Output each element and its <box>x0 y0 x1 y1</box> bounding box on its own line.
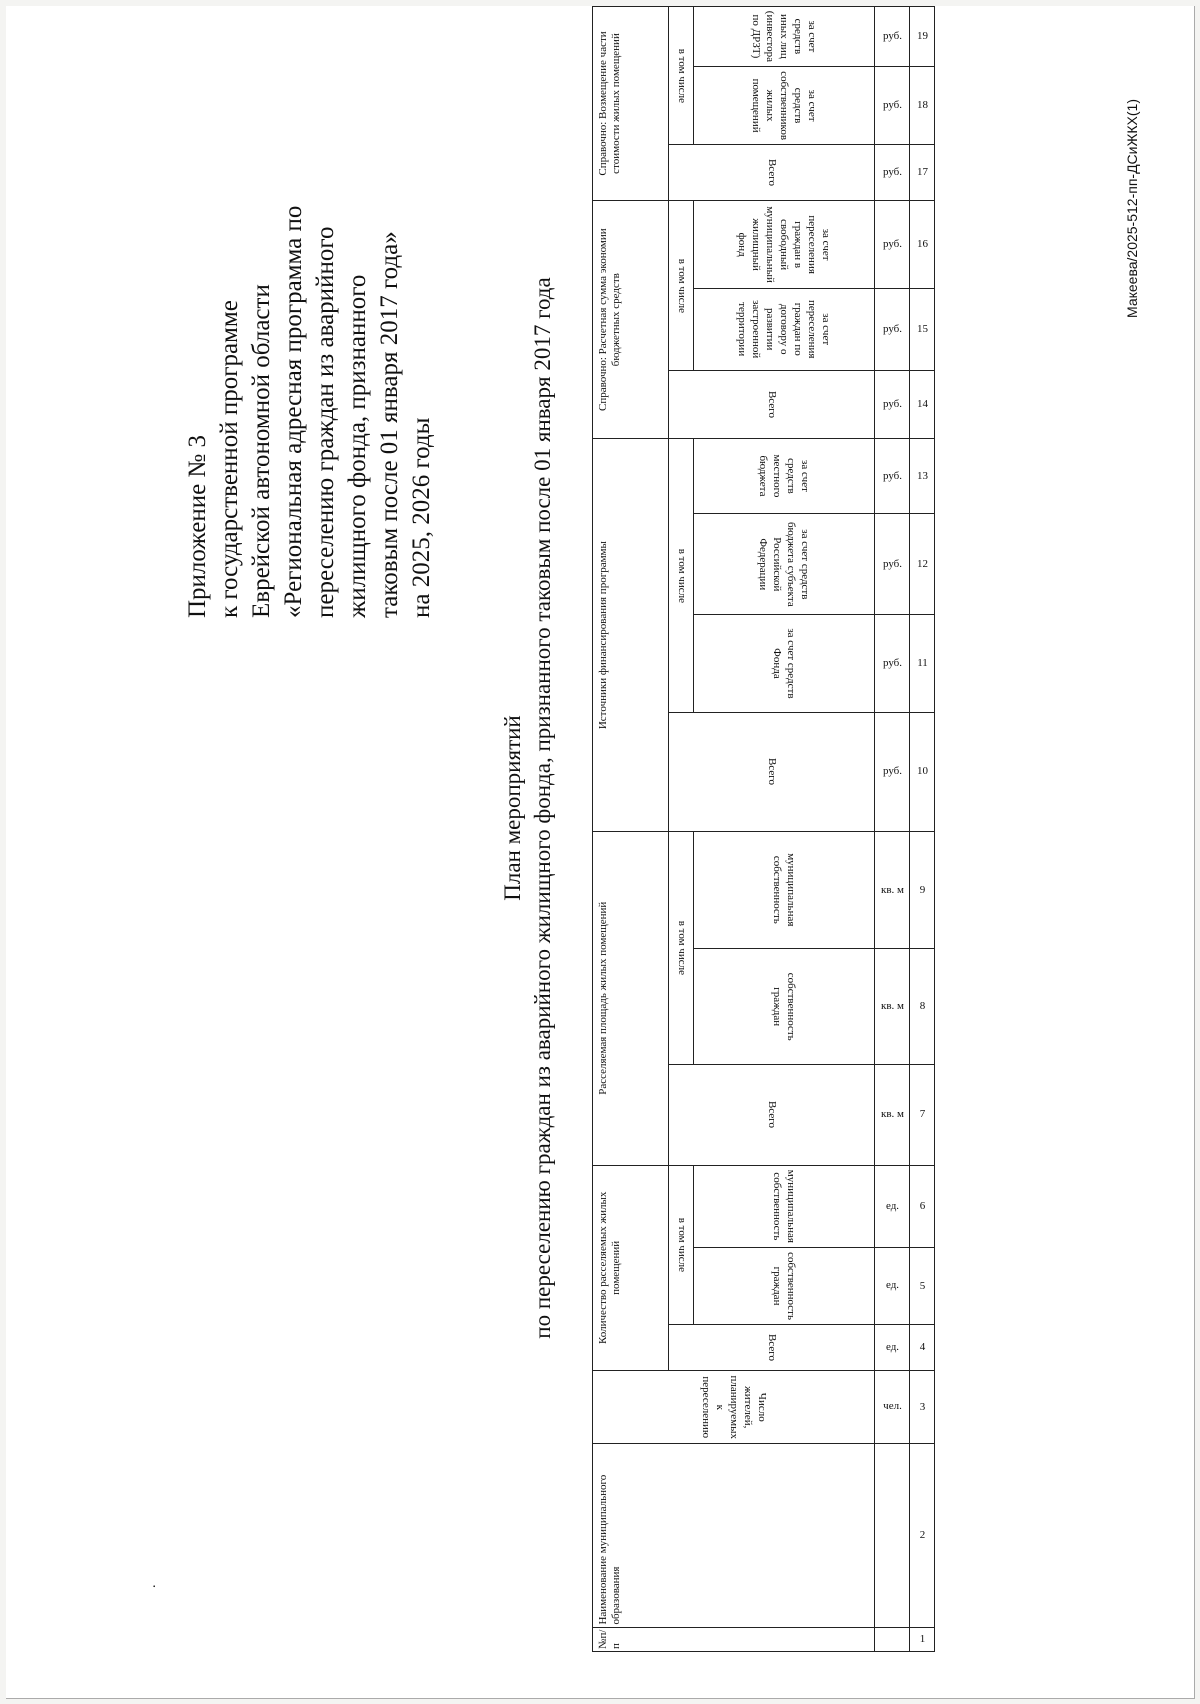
unit-cell <box>875 371 910 439</box>
header-source-regional <box>694 514 875 614</box>
column-number <box>910 949 935 1065</box>
unit-text: руб. <box>882 398 902 411</box>
appendix-line: переселению граждан из аварийного <box>312 226 339 618</box>
unit-text: кв. м <box>880 1000 904 1012</box>
header-qty-citizens <box>694 1247 875 1324</box>
number-text: 1 <box>919 1632 925 1645</box>
header-text: Всего <box>765 159 778 186</box>
unit-cell <box>875 145 910 201</box>
unit-cell <box>875 949 910 1065</box>
appendix-line: жилищного фонда, признанного <box>344 274 371 618</box>
header-qty-municipal <box>694 1165 875 1247</box>
appendix-line: к государственной программе <box>216 300 243 618</box>
unit-text: кв. м <box>880 883 904 896</box>
header-economy-including <box>669 200 694 370</box>
column-number <box>910 439 935 514</box>
column-number <box>910 1627 935 1651</box>
number-text: 9 <box>919 883 925 896</box>
header-row-groups <box>593 7 669 1652</box>
column-number <box>910 1324 935 1370</box>
header-text: за счет средств Фонда <box>771 628 797 699</box>
header-residents-text: Число жителей, планируемых к переселению <box>699 1375 768 1439</box>
unit-cell <box>875 1371 910 1443</box>
unit-cell <box>875 439 910 514</box>
header-reimb-investors <box>694 7 875 67</box>
header-qty-including <box>669 1165 694 1324</box>
unit-cell <box>875 1064 910 1165</box>
header-reimb-total <box>669 145 875 201</box>
header-text: Всего <box>765 758 778 786</box>
header-text: собственность граждан <box>771 972 797 1041</box>
page-title <box>498 58 558 1558</box>
header-text: Всего <box>765 1101 778 1129</box>
number-text: 7 <box>919 1108 925 1121</box>
number-text: 6 <box>919 1199 925 1212</box>
header-area-including <box>669 831 694 1064</box>
unit-text: руб. <box>882 765 902 778</box>
number-text: 2 <box>919 1528 925 1541</box>
header-text: в том числе <box>675 48 688 103</box>
numbers-row <box>910 7 935 1652</box>
unit-text: ед. <box>885 1279 899 1292</box>
header-group-economy: Справочно: Расчетная сумма экономии бюджетных средств <box>593 200 669 438</box>
unit-cell <box>875 1165 910 1247</box>
unit-text: руб. <box>882 166 902 178</box>
unit-cell <box>875 614 910 712</box>
header-text: за счет средств бюджета субъекта Российской Федерации <box>757 521 811 607</box>
unit-cell <box>875 67 910 145</box>
header-text: Всего <box>765 391 778 419</box>
header-text: в том числе <box>675 1217 688 1272</box>
header-number: №п/п <box>593 1627 875 1651</box>
header-qty-total <box>669 1324 875 1370</box>
column-number <box>910 288 935 371</box>
header-municipality: Наименование муниципального образования <box>593 1443 875 1627</box>
unit-cell <box>875 1443 910 1627</box>
appendix-line: «Региональная адресная программа по <box>280 205 307 618</box>
number-text: 13 <box>916 469 928 482</box>
header-sources-total <box>669 712 875 831</box>
unit-text: руб. <box>882 557 902 570</box>
column-number <box>910 145 935 201</box>
unit-cell <box>875 7 910 67</box>
unit-text: руб. <box>882 469 902 482</box>
column-number <box>910 831 935 948</box>
number-text: 19 <box>916 30 928 43</box>
header-text: за счет средств местного бюджета <box>757 454 811 498</box>
number-text: 3 <box>919 1400 925 1413</box>
plan-table <box>592 6 935 1652</box>
number-text: 11 <box>916 656 928 669</box>
unit-cell <box>875 1324 910 1370</box>
column-number <box>910 712 935 831</box>
header-text: в том числе <box>675 548 688 603</box>
landscape-page <box>6 6 1194 1698</box>
header-group-sources: Источники финансирования программы <box>593 439 669 831</box>
header-economy-development <box>694 288 875 371</box>
title-line-2: по переселению граждан из аварийного жилищного фонда, признанного таковым после 01 января 2017 года <box>530 277 555 1339</box>
number-text: 8 <box>919 1000 925 1012</box>
unit-text: руб. <box>882 323 902 335</box>
header-text: в том числе <box>675 920 688 975</box>
header-reimb-owners <box>694 67 875 145</box>
header-text: в том числе <box>675 258 688 313</box>
unit-text: ед. <box>885 1199 899 1212</box>
header-text: муниципальная собственность <box>771 1169 797 1243</box>
header-text: за счет переселения граждан в свободный муниципальный жилищный фонд <box>736 206 832 283</box>
document-page <box>6 6 1195 1699</box>
unit-text: руб. <box>882 30 902 43</box>
header-group-quantity: Количество расселяемых жилых помещений <box>593 1165 669 1370</box>
number-text: 17 <box>916 166 928 178</box>
header-text: муниципальная собственность <box>771 853 797 927</box>
appendix-note <box>182 58 438 618</box>
column-number <box>910 514 935 614</box>
unit-cell <box>875 1627 910 1651</box>
scan-speck: . <box>144 1584 159 1588</box>
number-text: 10 <box>916 765 928 778</box>
column-number <box>910 1064 935 1165</box>
header-text: Всего <box>765 1333 778 1361</box>
header-economy-total <box>669 371 875 439</box>
header-area-municipal <box>694 831 875 948</box>
appendix-line: на 2025, 2026 годы <box>408 417 435 618</box>
unit-cell <box>875 712 910 831</box>
number-text: 15 <box>916 323 928 335</box>
appendix-line: Приложение № 3 <box>184 434 211 618</box>
header-text: за счет средств иных лиц (инвестора по ДРЗТ) <box>750 11 818 63</box>
column-number <box>910 1443 935 1627</box>
header-text: собственность граждан <box>771 1251 797 1320</box>
number-text: 12 <box>916 557 928 570</box>
header-group-reimbursement: Справочно: Возмещение части стоимости жилых помещений <box>593 7 669 201</box>
unit-cell <box>875 514 910 614</box>
title-line-1: План мероприятий <box>500 715 525 901</box>
unit-cell <box>875 1247 910 1324</box>
units-row <box>875 7 910 1652</box>
number-text: 4 <box>919 1340 925 1353</box>
unit-cell <box>875 288 910 371</box>
unit-cell <box>875 831 910 948</box>
column-number <box>910 200 935 288</box>
column-number <box>910 614 935 712</box>
header-residents <box>593 1371 875 1443</box>
unit-text: руб. <box>882 656 902 669</box>
header-area-citizens <box>694 949 875 1065</box>
column-number <box>910 1165 935 1247</box>
unit-cell <box>875 200 910 288</box>
unit-text: руб. <box>882 237 902 250</box>
header-group-area: Расселяемая площадь жилых помещений <box>593 831 669 1165</box>
column-number <box>910 1371 935 1443</box>
plan-table-wrapper <box>592 6 935 1652</box>
unit-text: руб. <box>882 99 902 112</box>
number-text: 16 <box>916 237 928 250</box>
header-area-total <box>669 1064 875 1165</box>
column-number <box>910 67 935 145</box>
header-reimb-including <box>669 7 694 145</box>
unit-text: кв. м <box>880 1108 904 1121</box>
column-number <box>910 371 935 439</box>
header-source-local <box>694 439 875 514</box>
header-economy-municipal-fund <box>694 200 875 288</box>
number-text: 5 <box>919 1279 925 1292</box>
header-source-fund <box>694 614 875 712</box>
unit-text: чел. <box>882 1400 902 1413</box>
column-number <box>910 1247 935 1324</box>
column-number <box>910 7 935 67</box>
appendix-line: таковым после 01 января 2017 года» <box>376 231 403 618</box>
header-sources-including <box>669 439 694 713</box>
number-text: 14 <box>916 398 928 411</box>
document-footer: Макеева/2025-512-пп-ДСиЖКХ(1) <box>1124 98 1140 318</box>
number-text: 18 <box>916 99 928 112</box>
appendix-line: Еврейской автономной области <box>248 284 275 618</box>
header-text: за счет средств собственников жилых помещений <box>750 71 818 141</box>
header-text: за счет переселения граждан по договору о развитии застроенной территории <box>736 300 832 359</box>
unit-text: ед. <box>885 1340 899 1353</box>
